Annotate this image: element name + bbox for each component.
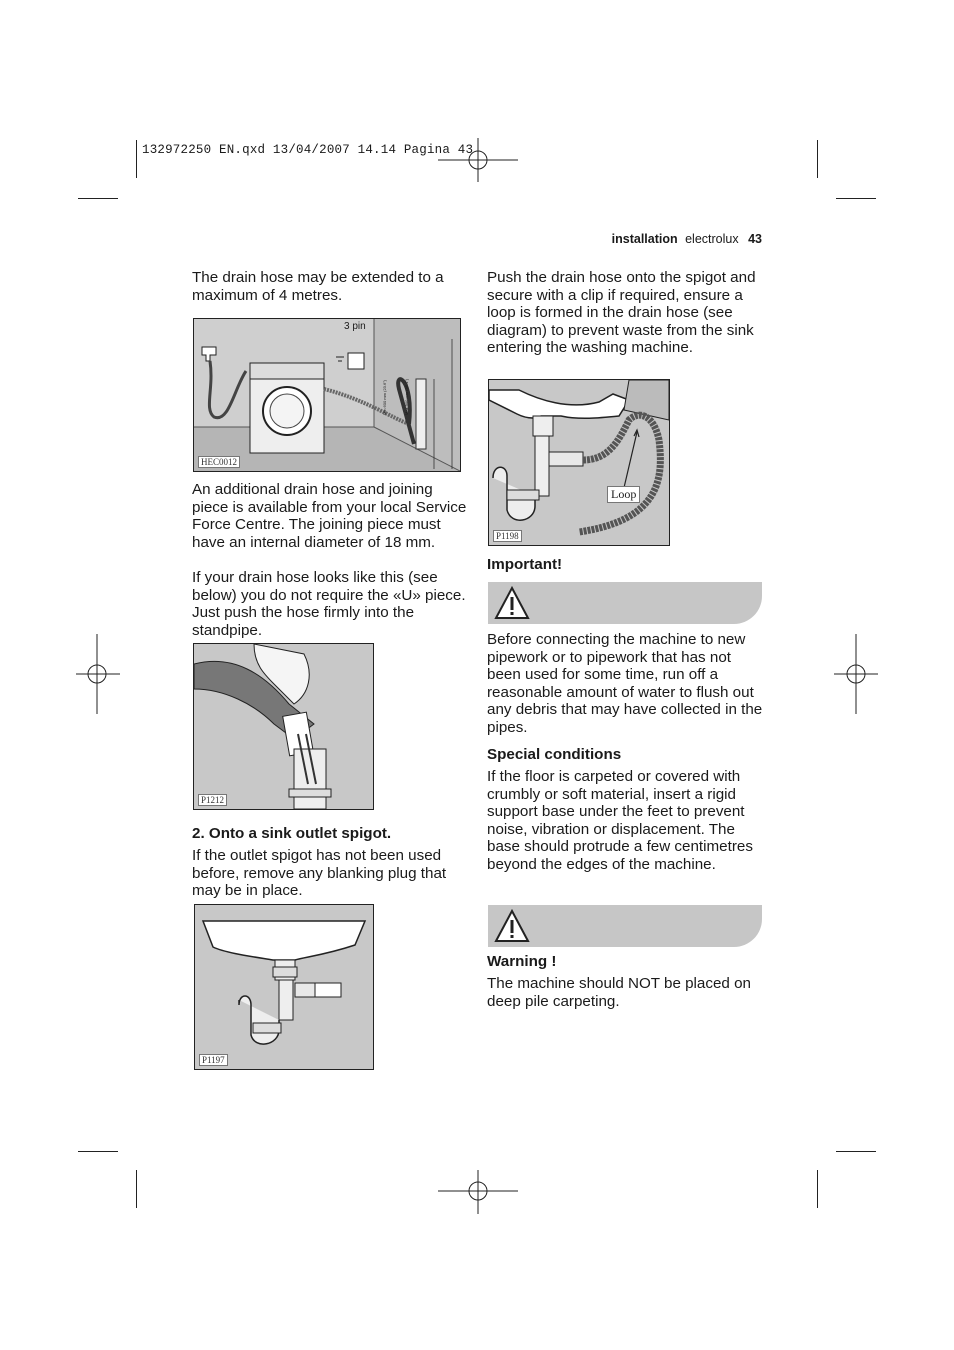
standpipe-illustration	[194, 644, 373, 809]
figure-sink-spigot	[194, 904, 374, 1070]
page-number: 43	[748, 232, 762, 246]
paragraph-flush-pipes: Before connecting the machine to new pipework or to pipework that has not been used for some time, run off a reasonable amount of water to flush out any debris that may have collected in the pipes.	[487, 631, 763, 736]
registration-mark-icon	[438, 1170, 518, 1214]
header-brand: electrolux	[685, 232, 739, 246]
loop-hose-illustration	[489, 380, 669, 545]
paragraph-standpipe: If your drain hose looks like this (see below) you do not require the «U» piece. Just push the hose firmly into the standpipe.	[192, 569, 466, 639]
registration-mark-icon	[76, 634, 120, 714]
warning-triangle-icon	[494, 586, 530, 620]
header-section: installation	[611, 232, 678, 246]
paragraph-additional-hose: An additional drain hose and joining piece is available from your local Service Force Centre. The joining piece must have an internal diameter of 18 mm.	[192, 481, 467, 551]
crop-mark	[78, 1151, 118, 1152]
crop-mark	[78, 198, 118, 199]
warning-bar-important	[488, 582, 762, 624]
figure-loop-hose	[488, 379, 670, 546]
file-slug: 132972250 EN.qxd 13/04/2007 14.14 Pagina 43	[142, 143, 474, 157]
figure-code: P1212	[198, 794, 227, 806]
registration-mark-icon	[834, 634, 878, 714]
crop-mark	[836, 1151, 876, 1152]
figure-drain-hose-installation	[193, 318, 461, 472]
drain-installation-illustration	[194, 319, 460, 471]
crop-mark	[817, 140, 818, 178]
warning-triangle-icon	[494, 909, 530, 943]
figure-code: P1197	[199, 1054, 228, 1066]
crop-mark	[136, 140, 137, 178]
paragraph-blanking-plug: If the outlet spigot has not been used before, remove any blanking plug that may be in place.	[192, 847, 447, 900]
heading-sink-outlet: 2. Onto a sink outlet spigot.	[192, 825, 392, 842]
paragraph-carpet-floor: If the floor is carpeted or covered with crumbly or soft material, insert a rigid support base under the feet to prevent noise, vibration or displacement. The base should protrude a few centimetres beyond the edges of the machine.	[487, 768, 753, 873]
figure-standpipe-hose	[193, 643, 374, 810]
figure-code: P1198	[493, 530, 522, 542]
paragraph-drain-extension: The drain hose may be extended to a maximum of 4 metres.	[192, 269, 444, 304]
crop-mark	[817, 1170, 818, 1208]
figure-code: HEC0012	[198, 456, 240, 468]
heading-warning: Warning !	[487, 953, 557, 970]
paragraph-deep-pile: The machine should NOT be placed on deep pile carpeting.	[487, 975, 751, 1010]
paragraph-push-hose: Push the drain hose onto the spigot and secure with a clip if required, ensure a loop is formed in the drain hose (see diagram) to prevent waste from the sink entering the washing machine.	[487, 269, 756, 357]
heading-important: Important!	[487, 556, 563, 573]
loop-label: Loop	[607, 486, 640, 503]
sink-spigot-illustration	[195, 905, 373, 1069]
heading-special-conditions: Special conditions	[487, 746, 622, 763]
warning-bar-carpet	[488, 905, 762, 947]
running-header	[560, 232, 762, 246]
figure-label-3pin: 3 pin	[344, 321, 366, 332]
figure-label-max-height: Max 900 mm (35.4")	[404, 378, 409, 415]
figure-label-min-height: Min 600 mm (23.6")	[382, 380, 387, 415]
crop-mark	[836, 198, 876, 199]
crop-mark	[136, 1170, 137, 1208]
registration-mark-icon	[438, 138, 518, 182]
